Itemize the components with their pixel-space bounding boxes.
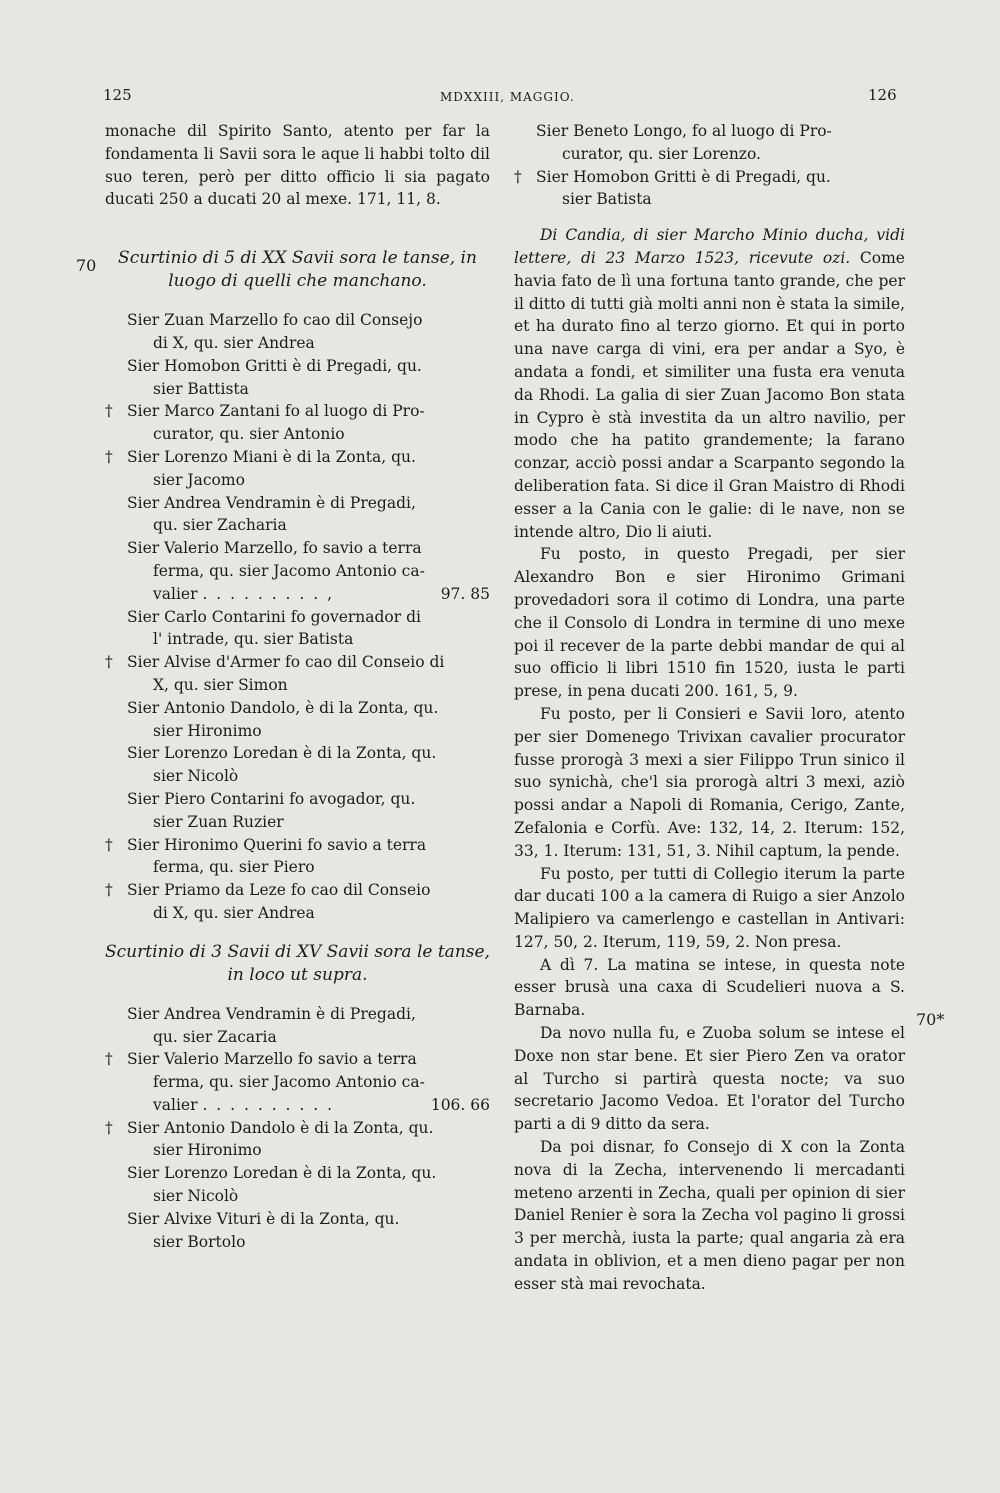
vote-entry — [105, 834, 490, 880]
vote-detail-line: sier Hironimo — [153, 721, 262, 740]
vote-detail-line: ferma, qu. sier Piero — [153, 858, 315, 877]
vote-name-line: Sier Lorenzo Loredan è di la Zonta, qu. — [127, 1164, 437, 1183]
left-column — [105, 120, 490, 1253]
deceased-cross-mark: † — [105, 1118, 113, 1137]
deceased-cross-mark: † — [105, 835, 113, 854]
paragraph-a-di-7: A dì 7. La matina se intese, in questa note esser brusà una caxa di Scudelieri nuova a S. Barnaba. — [514, 955, 905, 1020]
vote-name-line: Sier Andrea Vendramin è di Pregadi, — [127, 493, 416, 512]
vote-entry — [514, 120, 905, 166]
vote-name-line: Sier Piero Contarini fo avogador, qu. — [127, 789, 416, 808]
vote-tally: 106. 66 — [430, 1095, 490, 1114]
vote-entry — [105, 355, 490, 401]
vote-name-line: Sier Marco Zantani fo al luogo di Pro- — [127, 402, 425, 421]
vote-name-line: Sier Hironimo Querini fo savio a terra — [127, 835, 427, 854]
paragraph-da-novo: Da novo nulla fu, e Zuoba solum se intese el Doxe non star bene. Et sier Piero Zen va orator al Turcho si partirà questa nocte; va suo secretario Jacomo Vedoa. Et l'orator del Turcho parti a di 9 ditto da sera. — [514, 1024, 905, 1134]
vote-name-line: Sier Antonio Dandolo, è di la Zonta, qu. — [127, 698, 439, 717]
vote-name-line: Sier Homobon Gritti è di Pregadi, qu. — [536, 167, 831, 186]
left-intro-paragraph: monache dil Spirito Santo, atento per far la fondamenta li Savii sora le aque li habbi tolto dil suo teren, però per ditto officio li sia pagato ducati 250 a ducati 20 al mexe. 171, 11, 8. — [105, 122, 490, 209]
vote-detail-line: qu. sier Zacaria — [153, 1027, 277, 1046]
vote-entry — [105, 788, 490, 834]
vote-leader-dots: . . . . . . . . . . — [202, 1095, 335, 1114]
vote-detail-line: l' intrade, qu. sier Batista — [153, 630, 354, 649]
vote-detail-line: X, qu. sier Simon — [153, 675, 288, 694]
vote-detail-line: sier Battista — [153, 379, 249, 398]
page-number-right: 126 — [868, 86, 897, 104]
vote-name-line: Sier Zuan Marzello fo cao dil Consejo — [127, 311, 423, 330]
vote-entry — [105, 697, 490, 743]
vote-detail-line: ferma, qu. sier Jacomo Antonio ca- — [153, 561, 425, 580]
vote-entry — [105, 606, 490, 652]
vote-tally: 97. 85 — [440, 584, 490, 603]
vote-entry — [105, 879, 490, 925]
candia-letter-paragraph — [514, 224, 905, 543]
vote-name-line: Sier Priamo da Leze fo cao dil Conseio — [127, 881, 431, 900]
vote-detail-line: sier Bortolo — [153, 1232, 246, 1251]
scrutiny-list-1 — [105, 309, 490, 925]
margin-number-left: 70 — [76, 256, 97, 275]
paragraph-londra: Fu posto, in questo Pregadi, per sier Alexandro Bon e sier Hironimo Grimani provedadori sora il cotimo di Londra, una parte che il Consolo di Londra in termine di uno mexe poi il recever de la parte debbi mandar de qui al suo officio li libri 1510 fin 1520, iusta le parti prese, in pena ducati 200. 161, 5, 9. — [514, 545, 905, 701]
vote-entry — [105, 742, 490, 788]
vote-detail-line: di X, qu. sier Andrea — [153, 333, 315, 352]
vote-last-line — [127, 1094, 490, 1117]
candia-letter-text: Come havia fato de lì una fortuna tanto grande, che per il ditto di tutti già molti anni non è stata la simile, et ha durato fino al terzo giorno. Et qui in porto una nave carga di vini, era per andar a Syo, è andata a fondi, et similiter una fusta era venuta da Rhodi. La galia di sier Zuan Jacomo Bon stata in Cypro è stà investita da un altro navilio, per modo che ha patito grandemente; la farano conzar, acciò possi andar a Scarpanto segondo la deliberation fata. Si dice il Gran Maistro di Rhodi esser a la Cania con le galie: di le nave, non se intende altro, Dio li aiuti. — [514, 248, 905, 541]
vote-name-line: Sier Homobon Gritti è di Pregadi, qu. — [127, 356, 422, 375]
deceased-cross-mark: † — [105, 1050, 113, 1069]
scrutiny-list-continued — [514, 120, 905, 211]
vote-detail-continuation: valier — [153, 1095, 198, 1114]
vote-detail-line: curator, qu. sier Lorenzo. — [562, 144, 761, 163]
paragraph-consejo-di-x: Da poi disnar, fo Consejo di X con la Zonta nova di la Zecha, intervenendo li mercadanti meteno arzenti in Zecha, quali per opinion di sier Daniel Renier è sora la Zecha vol pagino li grossi 3 per merchà, iusta la parte; qual angaria zà era andata in oblivion, et a men dieno pagar per non esser stà mai revochata. — [514, 1138, 905, 1293]
vote-leader-dots: . . . . . . . . . , — [202, 584, 335, 603]
vote-detail-line: ferma, qu. sier Jacomo Antonio ca- — [153, 1073, 425, 1092]
running-header: MDXXIII, MAGGIO. — [440, 90, 575, 104]
deceased-cross-mark: † — [514, 167, 522, 186]
vote-name-line: Sier Andrea Vendramin è di Pregadi, — [127, 1004, 416, 1023]
margin-number-right: 70* — [916, 1010, 945, 1029]
vote-name-line: Sier Alvixe Vituri è di la Zonta, qu. — [127, 1209, 400, 1228]
vote-last-line — [127, 583, 490, 606]
vote-entry — [105, 1048, 490, 1116]
vote-entry — [105, 537, 490, 605]
vote-detail-continuation: valier — [153, 584, 198, 603]
deceased-cross-mark: † — [105, 653, 113, 672]
vote-entry — [105, 400, 490, 446]
deceased-cross-mark: † — [105, 447, 113, 466]
vote-entry — [105, 1208, 490, 1254]
vote-detail-line: sier Batista — [562, 190, 652, 209]
vote-entry — [514, 166, 905, 212]
vote-entry — [105, 1003, 490, 1049]
vote-entry — [105, 446, 490, 492]
deceased-cross-mark: † — [105, 402, 113, 421]
vote-name-line: Sier Valerio Marzello fo savio a terra — [127, 1050, 417, 1069]
vote-entry — [105, 492, 490, 538]
vote-name-line: Sier Carlo Contarini fo governador di — [127, 607, 421, 626]
vote-name-line: Sier Lorenzo Miani è di la Zonta, qu. — [127, 447, 416, 466]
vote-name-line: Sier Valerio Marzello, fo savio a terra — [127, 539, 422, 558]
vote-detail-line: curator, qu. sier Antonio — [153, 425, 345, 444]
page-number-left: 125 — [103, 86, 132, 104]
scrutiny-heading-2: Scurtinio di 3 Savii di XV Savii sora le tanse, in loco ut supra. — [105, 941, 490, 985]
vote-detail-line: sier Jacomo — [153, 470, 245, 489]
vote-name-line: Sier Antonio Dandolo è di la Zonta, qu. — [127, 1118, 434, 1137]
deceased-cross-mark: † — [105, 881, 113, 900]
vote-detail-line: di X, qu. sier Andrea — [153, 903, 315, 922]
vote-entry — [105, 1117, 490, 1163]
right-column — [514, 120, 905, 1296]
vote-name-line: Sier Beneto Longo, fo al luogo di Pro- — [536, 122, 832, 140]
vote-entry — [105, 309, 490, 355]
vote-entry — [105, 651, 490, 697]
vote-detail-line: sier Nicolò — [153, 1187, 239, 1206]
scrutiny-heading-1: Scurtinio di 5 di XX Savii sora le tanse, in luogo di quelli che manchano. — [118, 248, 477, 292]
vote-detail-line: sier Hironimo — [153, 1141, 262, 1160]
vote-detail-line: sier Zuan Ruzier — [153, 812, 284, 831]
scrutiny-list-2 — [105, 1003, 490, 1254]
candia-letter-heading: Di Candia, di sier Marcho Minio ducha, vidi lettere, di 23 Marzo 1523, ricevute ozi. — [514, 226, 905, 267]
vote-detail-line: qu. sier Zacharia — [153, 516, 287, 535]
paragraph-antivari: Fu posto, per tutti di Collegio iterum la parte dar ducati 100 a la camera di Ruigo a sier Anzolo Malipiero va camerlengo e castellan in Antivari: 127, 50, 2. Iterum, 119, 59, 2. Non presa. — [514, 864, 905, 951]
vote-detail-line: sier Nicolò — [153, 767, 239, 786]
vote-name-line: Sier Lorenzo Loredan è di la Zonta, qu. — [127, 744, 437, 763]
paragraph-sinico: Fu posto, per li Consieri e Savii loro, atento per sier Domenego Trivixan cavalier procurator fusse prorogà 3 mexi a sier Filippo Trun sinico il suo synichà, che'l sia prorogà altri 3 mexi, aziò possi andar a Napoli di Romania, Cerigo, Zante, Zefalonia e Corfù. Ave: 132, 14, 2. Iterum: 152, 33, 1. Iterum: 131, 51, 3. Nihil captum, la pende. — [514, 704, 905, 860]
vote-entry — [105, 1162, 490, 1208]
vote-name-line: Sier Alvise d'Armer fo cao dil Conseio di — [127, 653, 445, 672]
